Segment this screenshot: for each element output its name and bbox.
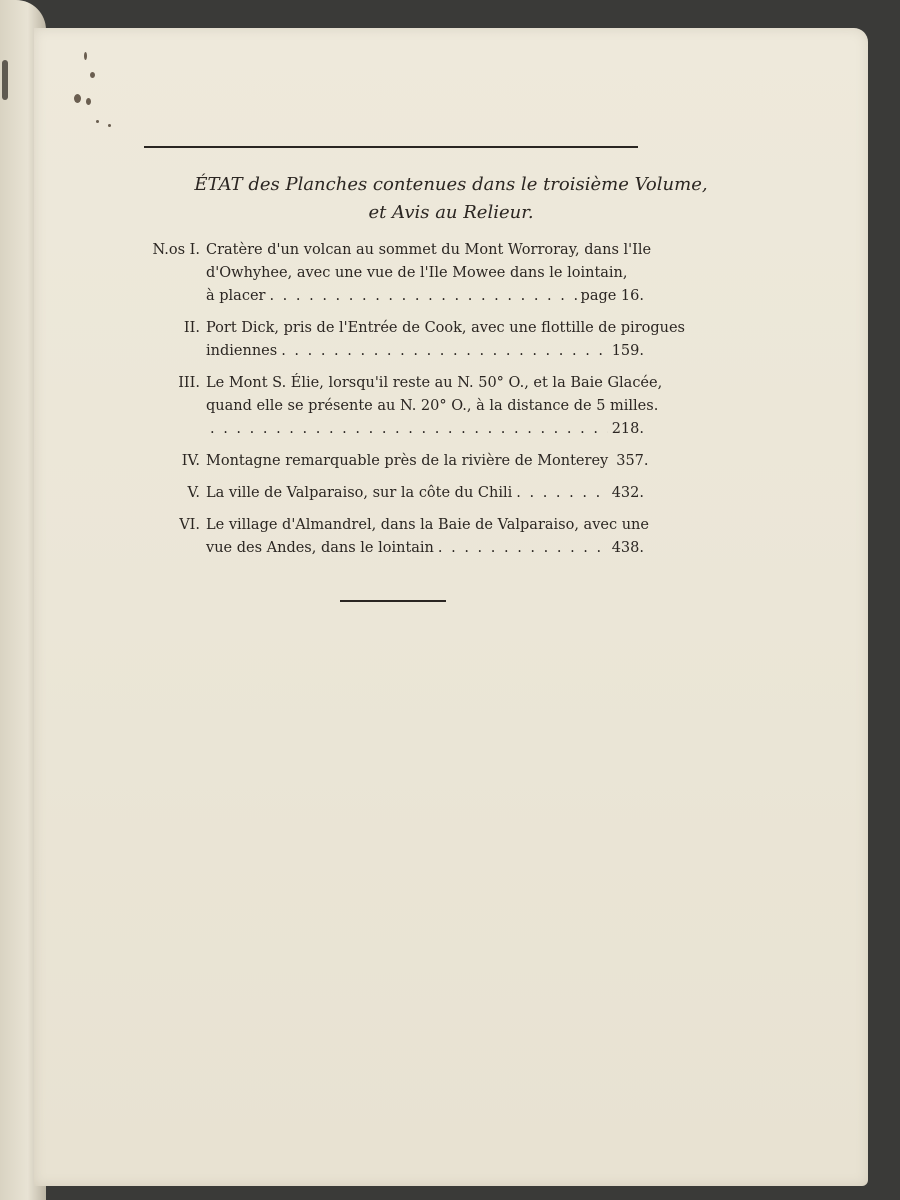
plate-number: IV. (181, 453, 200, 469)
dot-leader (210, 418, 608, 441)
title-line-1: ÉTAT des Planches contenues dans le troisième Volume, (194, 174, 708, 195)
page-reference: 218. (611, 421, 644, 437)
entry-line: Port Dick, pris de l'Entrée de Cook, avec une flottille de pirogues (206, 320, 686, 336)
dot-leader (281, 340, 608, 363)
entry-line: indiennes (206, 343, 278, 359)
entry-line: à placer (206, 288, 266, 304)
plate-number: II. (183, 320, 200, 336)
plate-entry (134, 317, 686, 363)
closing-rule (340, 600, 446, 602)
entry-line: d'Owhyhee, avec une vue de l'Ile Mowee dans le lointain, (206, 265, 628, 281)
entry-last-line (206, 340, 644, 363)
plate-entry (134, 450, 649, 473)
document-page (34, 28, 868, 1186)
entry-last-line (206, 482, 644, 505)
page-reference: 432. (611, 485, 644, 501)
dot-leader (516, 482, 607, 505)
plate-entry (134, 514, 649, 560)
header-rule (144, 146, 638, 148)
dot-leader (269, 285, 576, 308)
entry-line: Le village d'Almandrel, dans la Baie de Valparaiso, avec une (206, 517, 649, 533)
entry-line: Cratère d'un volcan au sommet du Mont Worroray, dans l'Ile (206, 242, 652, 258)
plate-entry (134, 482, 644, 505)
entry-line: quand elle se présente au N. 20° O., à la distance de 5 milles. (206, 398, 659, 414)
entry-line: vue des Andes, dans le lointain (206, 540, 434, 556)
entry-line: La ville de Valparaiso, sur la côte du Chili (206, 485, 513, 501)
entry-last-line (206, 285, 644, 308)
plate-number: III. (178, 375, 200, 391)
entry-last-line (206, 418, 644, 441)
entry-line: Montagne remarquable près de la rivière de Monterey (206, 453, 609, 469)
title-line-2: et Avis au Relieur. (368, 202, 534, 223)
entry-last-line (206, 537, 644, 560)
page-reference: page 16. (580, 288, 644, 304)
page-title (34, 171, 868, 227)
entry-line: Le Mont S. Élie, lorsqu'il reste au N. 50° O., et la Baie Glacée, (206, 375, 663, 391)
plates-list (134, 239, 686, 569)
dot-leader (438, 537, 608, 560)
page-reference: 438. (611, 540, 644, 556)
plate-entry (134, 372, 663, 441)
page-reference: 159. (611, 343, 644, 359)
page-stain (2, 60, 8, 100)
page-reference: 357. (616, 453, 649, 469)
plate-number: V. (187, 485, 200, 501)
entry-last-line (206, 450, 649, 473)
plate-entry (134, 239, 652, 308)
plate-number: VI. (179, 517, 200, 533)
plate-number: N.os I. (152, 242, 200, 258)
